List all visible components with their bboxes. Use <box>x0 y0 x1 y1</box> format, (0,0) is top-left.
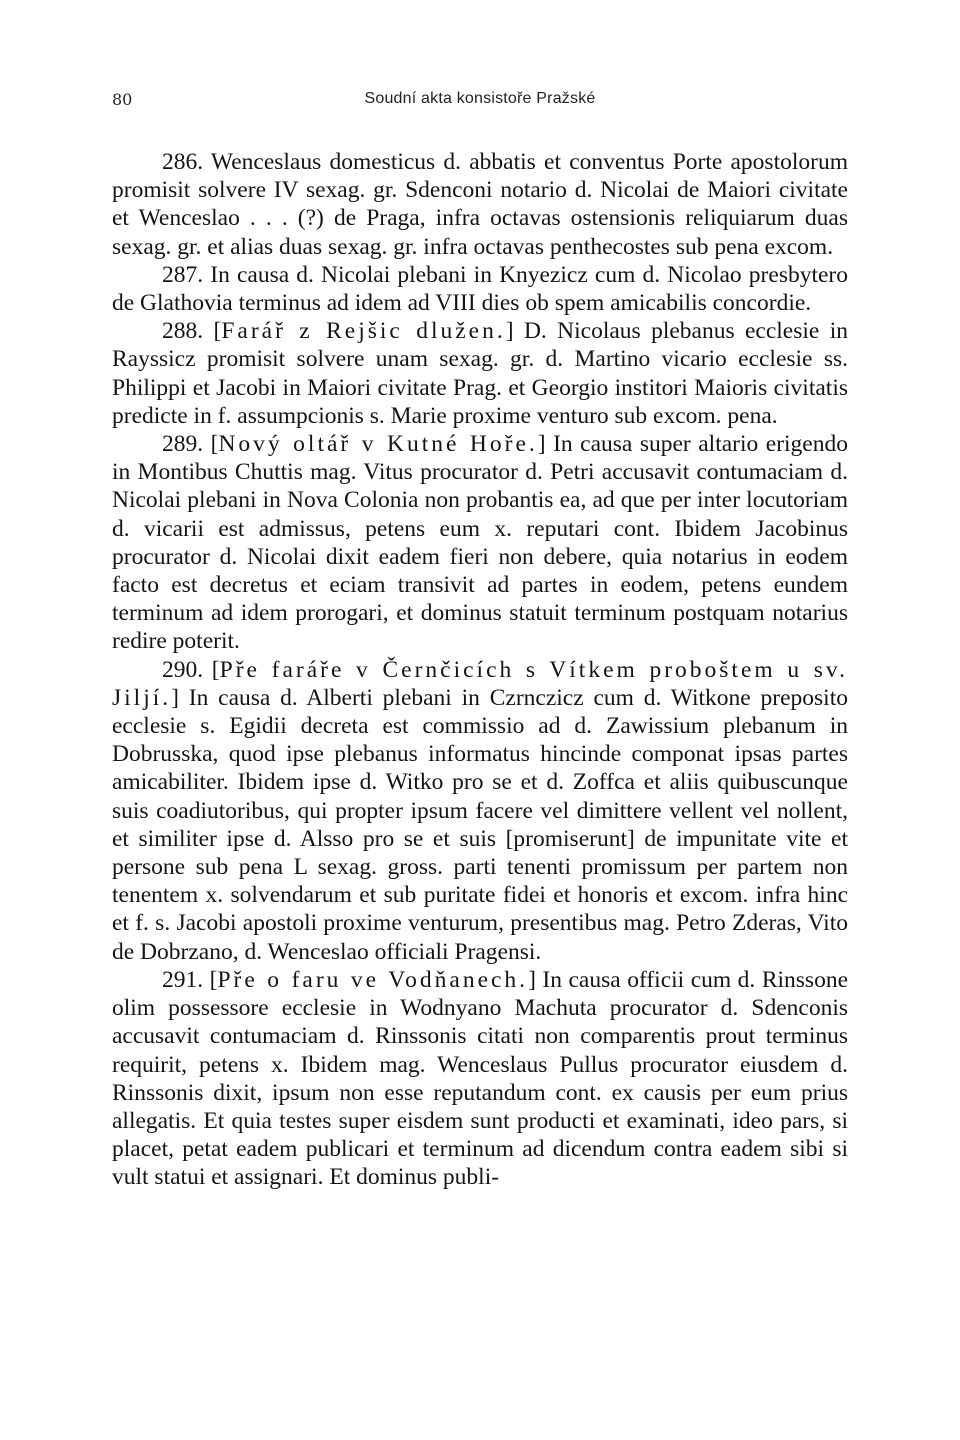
entry-paragraph <box>112 261 848 317</box>
entry-title-close: ] <box>505 318 514 345</box>
entry-title: Pře faráře v Černčicích s Vítkem proboštem u sv. Jiljí. <box>112 656 848 711</box>
entry-number: 290. <box>162 656 204 683</box>
entry-title: Pře o faru ve Vodňanech. <box>217 966 529 993</box>
entry-text: In causa officii cum d. Rinssone olim possessore ecclesie in Wodnyano Machuta procurator d. Sdenconis accusavit contumaciam d. Rinssonis citati non comparentis prout terminus requirit, petens x. Ibidem mag. Wenceslaus Pullus procurator eiusdem d. Rinssonis dixit, ipsum non esse reputandum cont. ex causis per eum prius allegatis. Et quia testes super eisdem sunt producti et examinati, ideo pars, si placet, petat eadem publicari et terminum ad dicendum contra eadem sibi si vult statui et assignari. Et dominus publi- <box>112 966 848 1191</box>
entry-title: Nový oltář v Kutné Hoře. <box>218 431 538 458</box>
entry-title: Farář z Rejšic dlužen. <box>221 318 506 345</box>
entry-number: 288. <box>162 318 204 345</box>
entry-title-close: ] <box>528 966 536 993</box>
entry-title-open: [ <box>203 656 220 683</box>
entry-title-open: [ <box>203 966 218 993</box>
running-title: Soudní akta konsistoře Pražské <box>364 90 596 107</box>
entry-number: 291. <box>162 966 204 993</box>
entry-number: 286. <box>162 149 204 175</box>
page-number: 80 <box>112 90 133 109</box>
page-header <box>112 90 848 114</box>
entry-number: 289. <box>162 431 204 458</box>
entry-paragraph <box>112 966 848 1192</box>
entry-text: In causa super altario erigendo in Montibus Chuttis mag. Vitus procurator d. Petri accusavit contumaciam d. Nicolai plebani in Nova Colonia non probantis ea, ad que per inter locutoriam d. vicarii est admissus, petens eum x. reputari cont. Ibidem Jacobinus procurator d. Nicolai dixit eadem fieri non debere, quia notarius in eodem facto est decretus et eciam transivit ad partes in eodem, petens eundem terminum ad idem prorogari, et dominus statuit terminum postquam notarius redire poterit. <box>112 431 848 655</box>
entry-text: Wenceslaus domesticus d. abbatis et conventus Porte apostolorum promisit solvere IV sexag. gr. Sdenconi notario d. Nicolai de Maiori civitate et Wenceslao . . . (?) de Praga, infra octavas ostensionis reliquiarum duas sexag. gr. et alias duas sexag. gr. infra octavas penthecostes sub pena excom. <box>112 149 848 260</box>
entry-paragraph <box>112 430 848 656</box>
entry-text: In causa d. Alberti plebani in Czrnczicz cum d. Witkone preposito ecclesie s. Egidii decreta est commissio ad d. Zawissium plebanum in Dobrusska, quod ipse plebanus informatus hincinde componat ipsas partes amicabiliter. Ibidem ipse d. Witko pro se et d. Zoffca et aliis quibuscunque suis coadiutoribus, qui propter ipsum facere vel dimittere vellent vel nollent, et similiter ipse d. Alsso pro se et suis [promiserunt] de impunitate vite et persone sub pena L sexag. gross. parti tenenti promissum per partem non tenentem x. solvendarum et sub puritate fidei et honoris et excom. infra hinc et f. s. Jacobi apostoli proxime venturum, presentibus mag. Petro Zderas, Vito de Dobrzano, d. Wenceslao officiali Pragensi. <box>112 684 848 965</box>
entry-title-close: ] <box>171 684 179 711</box>
entry-text: D. Nicolaus plebanus ecclesie in Rayssicz promisit solvere unam sexag. gr. d. Martino vicario ecclesie ss. Philippi et Jacobi in Maiori civitate Prag. et Georgio institori Maioris civitatis predicte in f. assumpcionis s. Marie proxime venturo sub excom. pena. <box>112 318 848 429</box>
entry-number: 287. <box>162 261 204 288</box>
entry-title-open: [ <box>203 431 219 458</box>
entry-paragraph <box>112 317 848 430</box>
document-body <box>112 148 848 1192</box>
entry-text: In causa d. Nicolai plebani in Knyezicz cum d. Nicolao presbytero de Glathovia terminus ad idem ad VIII dies ob spem amicabilis concordie. <box>112 261 848 317</box>
entry-paragraph <box>112 148 848 261</box>
entry-title-close: ] <box>537 431 546 458</box>
entry-paragraph <box>112 656 848 966</box>
entry-title-open: [ <box>203 318 222 345</box>
